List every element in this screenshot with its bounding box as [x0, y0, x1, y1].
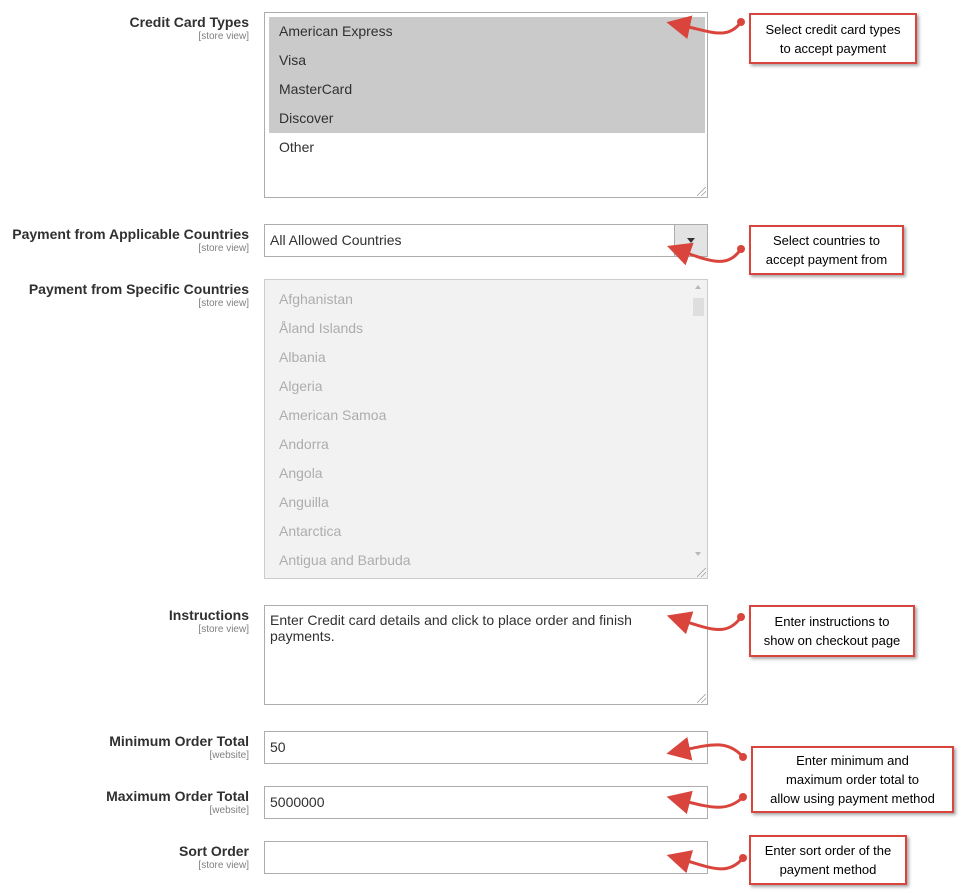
- credit-card-option-other[interactable]: Other: [279, 139, 315, 155]
- callout-order-total: [751, 746, 954, 813]
- country-option: Anguilla: [279, 494, 329, 510]
- credit-card-option-mastercard[interactable]: MasterCard: [269, 75, 705, 104]
- min-order-total-value: 50: [270, 739, 286, 755]
- callout-line: Enter minimum and: [796, 753, 909, 768]
- callout-line: accept payment from: [765, 252, 888, 267]
- instructions-scope: [store view]: [198, 624, 249, 635]
- country-option: Åland Islands: [279, 320, 364, 336]
- credit-card-types-scope: [store view]: [198, 31, 249, 42]
- applicable-countries-value: All Allowed Countries: [270, 232, 402, 248]
- country-option: American Samoa: [279, 407, 387, 423]
- country-option: Algeria: [279, 378, 323, 394]
- callout-line: Select countries to: [773, 233, 880, 248]
- credit-card-option-visa[interactable]: Visa: [269, 46, 705, 75]
- applicable-countries-scope: [store view]: [198, 243, 249, 254]
- callout-line: Select credit card types: [765, 21, 901, 37]
- callout-sort-order: [749, 835, 907, 885]
- credit-card-option-discover[interactable]: Discover: [269, 104, 705, 133]
- specific-countries-label: Payment from Specific Countries: [28, 281, 249, 297]
- callout-line: Enter instructions to: [774, 614, 890, 629]
- max-order-total-value: 5000000: [270, 794, 325, 810]
- arrow-card-types: [684, 22, 741, 33]
- applicable-countries-label: Payment from Applicable Countries: [12, 226, 249, 242]
- callout-line: allow using payment method: [770, 791, 935, 806]
- callout-instructions: [749, 605, 915, 657]
- instructions-value: Enter Credit card details and click to place order and finish payments.: [270, 612, 632, 644]
- callout-card-types: [749, 13, 917, 64]
- callout-line: show on checkout page: [763, 633, 901, 648]
- max-order-total-scope: [website]: [209, 805, 249, 816]
- arrow-sort-order: [684, 858, 743, 869]
- arrow-min-order: [684, 745, 743, 757]
- credit-card-types-label: Credit Card Types: [129, 14, 249, 30]
- sort-order-scope: [store view]: [198, 860, 249, 871]
- country-option: Afghanistan: [279, 291, 353, 307]
- min-order-total-scope: [website]: [209, 750, 249, 761]
- country-option: Albania: [279, 349, 326, 365]
- callout-line: to accept payment: [779, 40, 887, 56]
- country-option: Andorra: [279, 436, 329, 452]
- callout-countries: [749, 225, 904, 275]
- min-order-total-label: Minimum Order Total: [109, 733, 249, 749]
- country-option: Angola: [279, 465, 323, 481]
- arrow-countries: [684, 249, 741, 261]
- callout-line: maximum order total to: [786, 772, 919, 787]
- specific-countries-scope: [store view]: [198, 298, 249, 309]
- country-option: Antarctica: [279, 523, 342, 539]
- instructions-label: Instructions: [168, 607, 249, 623]
- arrow-max-order: [684, 797, 743, 807]
- arrow-instructions: [684, 617, 741, 630]
- callout-line: payment method: [779, 862, 877, 877]
- sort-order-label: Sort Order: [178, 843, 249, 859]
- credit-card-option-american-express[interactable]: American Express: [269, 17, 705, 46]
- callout-line: Enter sort order of the: [764, 843, 892, 858]
- max-order-total-label: Maximum Order Total: [106, 788, 249, 804]
- country-option: Antigua and Barbuda: [279, 552, 411, 568]
